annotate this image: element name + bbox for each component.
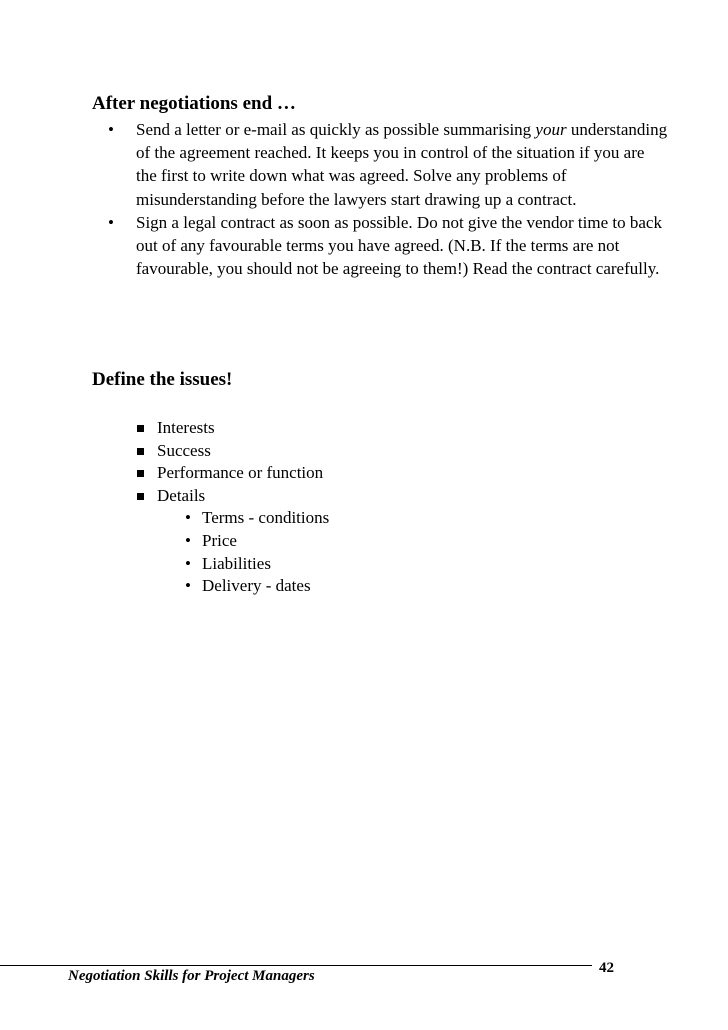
bullet-text-part: understanding of the agreement reached. It keeps you in control of the situation if you are the first to write down what was agreed. Solve any problems of misunderstanding before the lawyers start drawing up a contract.: [136, 120, 668, 209]
list-item: [134, 462, 329, 485]
detail-label: Terms - conditions: [202, 508, 330, 528]
list-item: [134, 440, 329, 463]
square-bullet-icon: [137, 470, 144, 477]
bullet-icon: •: [185, 553, 191, 573]
issue-label: Interests: [157, 418, 215, 437]
list-item: [134, 417, 329, 440]
issue-label: Performance or function: [157, 463, 324, 483]
footer-title: Negotiation Skills for Project Managers: [68, 968, 315, 984]
details-sublist: [157, 507, 329, 597]
bullet-icon: •: [108, 212, 114, 232]
list-item: [181, 507, 329, 530]
detail-label: Delivery - dates: [202, 576, 311, 596]
section-heading-after-negotiations: After negotiations end …: [92, 93, 296, 114]
section-heading-define-issues: Define the issues!: [92, 369, 233, 390]
list-item: [181, 553, 329, 576]
bullet-icon: •: [185, 508, 191, 528]
bullet-text: Sign a legal contract as soon as possible. Do not give the vendor time to back out of any favourable terms you have agreed. (N.B. If the terms are not favourable, you should not be agreeing to them!) Read the contract carefully.: [136, 212, 662, 279]
bullet-icon: •: [108, 120, 114, 139]
list-item: [108, 118, 668, 211]
list-item: [134, 485, 329, 598]
bullet-emphasis: your: [535, 120, 567, 139]
bullet-icon: •: [185, 530, 191, 550]
list-item: [108, 211, 668, 281]
detail-label: Liabilities: [202, 553, 271, 573]
square-bullet-icon: [137, 448, 144, 455]
square-bullet-icon: [137, 493, 144, 500]
page-number: 42: [599, 960, 614, 976]
after-negotiations-list: [108, 118, 668, 280]
detail-label: Price: [202, 530, 237, 550]
issues-list: [134, 417, 329, 598]
issue-label: Details: [157, 485, 206, 505]
list-item: [181, 575, 329, 598]
issue-label: Success: [157, 440, 211, 460]
bullet-icon: •: [185, 576, 191, 596]
bullet-text-part: Send a letter or e-mail as quickly as possible summarising: [136, 120, 536, 139]
list-item: [181, 530, 329, 553]
square-bullet-icon: [137, 425, 144, 432]
